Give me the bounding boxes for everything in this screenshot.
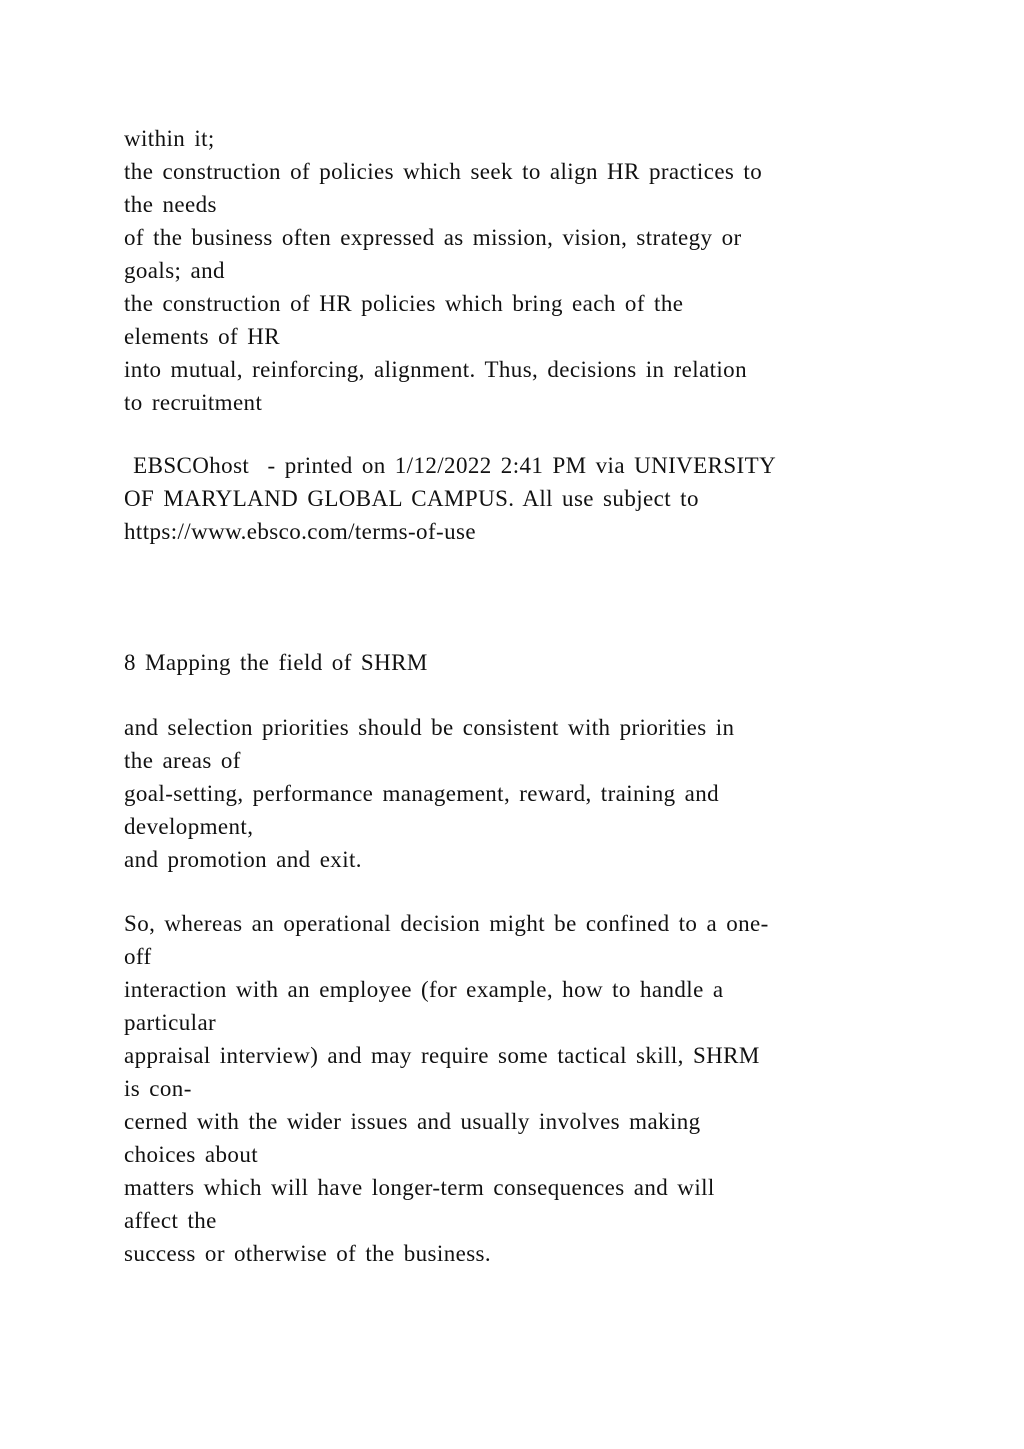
text-line: and promotion and exit. <box>124 847 362 872</box>
terms-url-text: https://www.ebsco.com/terms-of-use <box>124 519 476 544</box>
text-line: within it; <box>124 126 215 151</box>
text-line: So, whereas an operational decision might be confined to a one- <box>124 911 769 936</box>
text-line: development, <box>124 814 254 839</box>
text-line: OF MARYLAND GLOBAL CAMPUS. All use subject to <box>124 486 699 511</box>
text-line: and selection priorities should be consistent with priorities in <box>124 715 735 740</box>
text-line: matters which will have longer-term consequences and will <box>124 1175 715 1200</box>
text-line: to recruitment <box>124 390 263 415</box>
text-line: particular <box>124 1010 217 1035</box>
text-line: appraisal interview) and may require some tactical skill, SHRM <box>124 1043 760 1068</box>
text-line: the construction of policies which seek to align HR practices to <box>124 159 763 184</box>
section-heading-text: 8 Mapping the field of SHRM <box>124 650 428 675</box>
text-line: goals; and <box>124 258 225 283</box>
text-line: choices about <box>124 1142 259 1167</box>
text-line: goal-setting, performance management, reward, training and <box>124 781 720 806</box>
text-line: is con- <box>124 1076 192 1101</box>
text-line: success or otherwise of the business. <box>124 1241 492 1266</box>
text-line: the areas of <box>124 748 241 773</box>
text-line: of the business often expressed as mission, vision, strategy or <box>124 225 742 250</box>
text-line: elements of HR <box>124 324 280 349</box>
text-line: into mutual, reinforcing, alignment. Thus, decisions in relation <box>124 357 747 382</box>
text-line: cerned with the wider issues and usually involves making <box>124 1109 701 1134</box>
text-line: the construction of HR policies which bring each of the <box>124 291 684 316</box>
text-line: off <box>124 944 152 969</box>
text-line: the needs <box>124 192 217 217</box>
text-line: affect the <box>124 1208 217 1233</box>
text-line: interaction with an employee (for example, how to handle a <box>124 977 724 1002</box>
text-line: EBSCOhost - printed on 1/12/2022 2:41 PM via UNIVERSITY <box>124 453 777 478</box>
